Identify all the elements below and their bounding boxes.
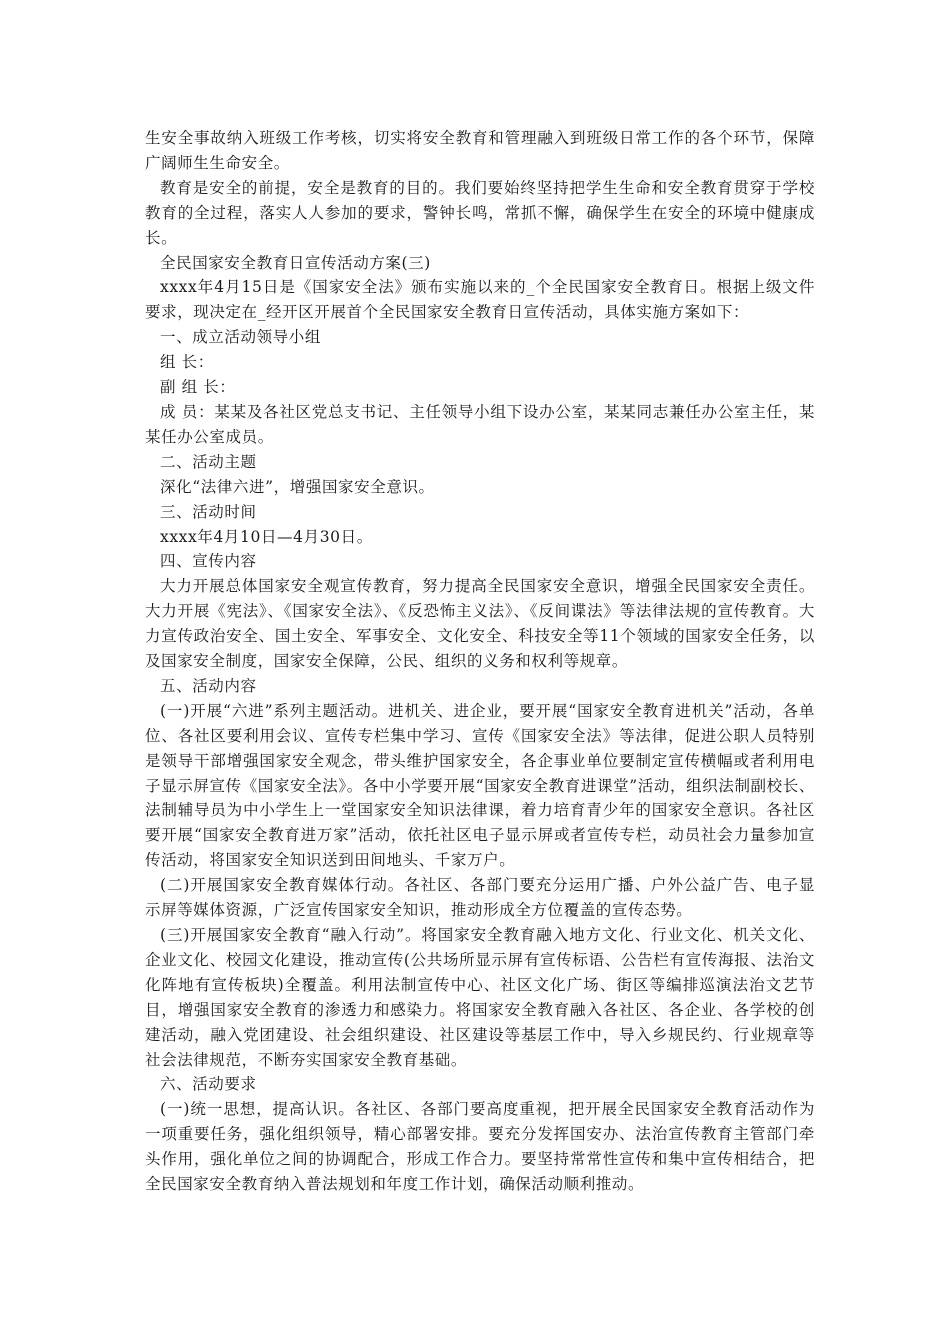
paragraph: xxxx年4月10日—4月30日。 [160, 527, 373, 546]
leader-line: 组 长： [160, 353, 214, 372]
heading-5: 五、活动内容 [160, 676, 257, 695]
section-title: 全民国家安全教育日宣传活动方案(三) [160, 253, 431, 272]
heading-4: 四、宣传内容 [160, 552, 257, 571]
document-body [145, 126, 815, 1197]
paragraph: (一)开展“六进”系列主题活动。进机关、进企业，要开展“国家安全教育进机关”活动，各单位、各社区要利用会议、宣传专栏集中学习、宣传《国家安全法》等法律，促进公职人员特别是领导干部增强国家安全观念，带头维护国家安全，各企事业单位要制定宣传横幅或者利用电子显示屏宣传《国家安全法》。各中小学要开展“国家安全教育进课堂”活动，组织法制副校长、法制辅导员为中小学生上一堂国家安全知识法律课，着力培育青少年的国家安全意识。各社区要开展“国家安全教育进万家”活动，依托社区电子显示屏或者宣传专栏，动员社会力量参加宣传活动，将国家安全知识送到田间地头、千家万户。 [145, 701, 815, 870]
paragraph: (一)统一思想，提高认识。各社区、各部门要高度重视，把开展全民国家安全教育活动作为一项重要任务，强化组织领导，精心部署安排。要充分发挥国安办、法治宣传教育主管部门牵头作用，强化单位之间的协调配合，形成工作合力。要坚持常常性宣传和集中宣传相结合，把全民国家安全教育纳入普法规划和年度工作计划，确保活动顺利推动。 [145, 1100, 815, 1194]
paragraph: (三)开展国家安全教育“融入行动”。将国家安全教育融入地方文化、行业文化、机关文化、企业文化、校园文化建设，推动宣传(公共场所显示屏有宣传标语、公告栏有宣传海报、法治文化阵地有宣传板块)全覆盖。利用法制宣传中心、社区文化广场、街区等编排巡演法治文艺节目，增强国家安全教育的渗透力和感染力。将国家安全教育融入各社区、各企业、各学校的创建活动，融入党团建设、社会组织建设、社区建设等基层工作中，导入乡规民约、行业规章等社会法律规范，不断夯实国家安全教育基础。 [145, 926, 815, 1069]
paragraph: xxxx年4月15日是《国家安全法》颁布实施以来的_个全民国家安全教育日。根据上级文件要求，现决定在_经开区开展首个全民国家安全教育日宣传活动，具体实施方案如下： [145, 278, 815, 322]
heading-2: 二、活动主题 [160, 452, 257, 471]
paragraph: 深化“法律六进”，增强国家安全意识。 [160, 477, 435, 496]
paragraph: 教育是安全的前提，安全是教育的目的。我们要始终坚持把学生生命和安全教育贯穿于学校教育的全过程，落实人人参加的要求，警钟长鸣，常抓不懈，确保学生在安全的环境中健康成长。 [145, 178, 815, 247]
members-line: 成 员：某某及各社区党总支书记、主任领导小组下设办公室，某某同志兼任办公室主任，某某任办公室成员。 [145, 402, 815, 446]
heading-6: 六、活动要求 [160, 1075, 257, 1094]
deputy-leader-line: 副 组 长： [160, 378, 236, 397]
paragraph-continuation: 生安全事故纳入班级工作考核，切实将安全教育和管理融入到班级日常工作的各个环节，保障广阔师生生命安全。 [145, 129, 815, 172]
paragraph: 大力开展总体国家安全观宣传教育，努力提高全民国家安全意识，增强全民国家安全责任。大力开展《宪法》、《国家安全法》、《反恐怖主义法》、《反间谍法》等法律法规的宣传教育。大力宣传政治安全、国土安全、军事安全、文化安全、科技安全等11个领域的国家安全任务，以及国家安全制度，国家安全保障，公民、组织的义务和权利等规章。 [145, 577, 815, 671]
heading-1: 一、成立活动领导小组 [160, 328, 322, 347]
heading-3: 三、活动时间 [160, 502, 257, 521]
paragraph: (二)开展国家安全教育媒体行动。各社区、各部门要充分运用广播、户外公益广告、电子显示屏等媒体资源，广泛宣传国家安全知识，推动形成全方位覆盖的宣传态势。 [145, 876, 815, 920]
